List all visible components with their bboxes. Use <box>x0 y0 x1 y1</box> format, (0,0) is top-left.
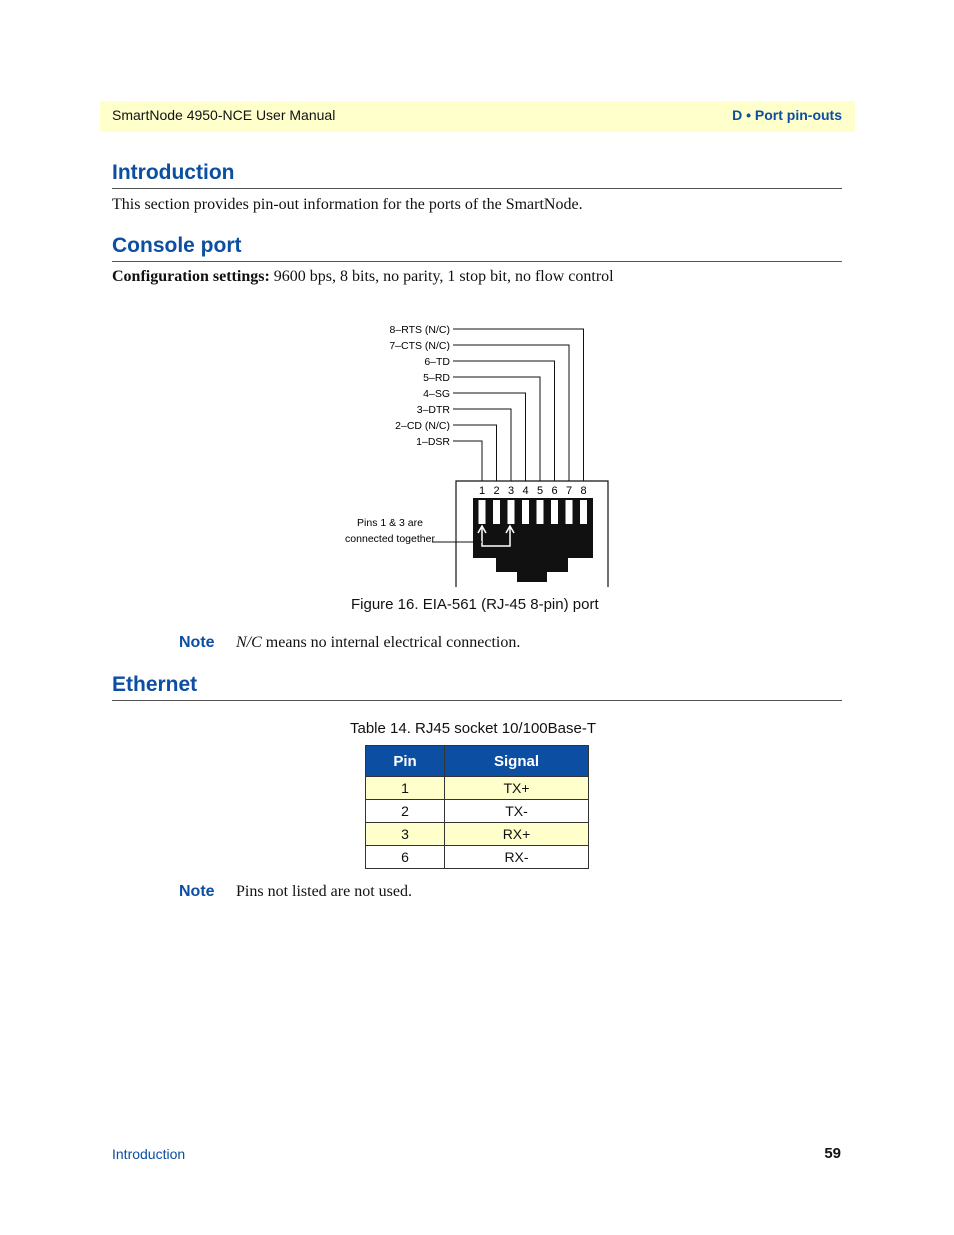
rj45-pin-diagram <box>340 318 630 590</box>
note-term: N/C <box>236 634 262 651</box>
table-caption: Table 14. RJ45 socket 10/100Base-T <box>350 720 596 737</box>
pin-number: 2 <box>493 485 500 497</box>
footer-section-name: Introduction <box>112 1146 186 1162</box>
config-settings-label: Configuration settings: <box>112 268 270 285</box>
table-row <box>366 800 589 823</box>
pin-contact <box>508 500 515 524</box>
intro-paragraph: This section provides pin-out information for the ports of the SmartNode. <box>112 196 583 213</box>
cell-signal: RX+ <box>445 823 589 846</box>
pin-contact <box>566 500 573 524</box>
pin-contact <box>479 500 486 524</box>
jack-socket <box>473 498 593 582</box>
note-text-ethernet: Pins not listed are not used. <box>236 883 412 900</box>
callout-text-line1: Pins 1 & 3 are <box>357 517 423 529</box>
column-header-signal: Signal <box>445 746 589 777</box>
pin-number: 8 <box>580 485 587 497</box>
wire-group <box>453 329 584 481</box>
pin-label-group <box>389 324 450 448</box>
rj45-signal-table <box>365 745 589 869</box>
pin-number: 6 <box>551 485 558 497</box>
pin-number-group <box>479 485 587 497</box>
pin-label: 4–SG <box>423 388 450 400</box>
page-number: 59 <box>824 1145 841 1162</box>
section-heading-console-port: Console port <box>112 234 842 262</box>
pin-label: 1–DSR <box>416 436 450 448</box>
pin-label: 8–RTS (N/C) <box>389 324 450 336</box>
pin-wire <box>453 329 584 481</box>
pin-number: 7 <box>565 485 573 497</box>
pin-number: 5 <box>536 485 544 497</box>
config-settings-paragraph <box>112 268 614 286</box>
pin-wire <box>453 393 526 481</box>
cell-signal: TX- <box>445 800 589 823</box>
pin-contact <box>522 500 529 524</box>
section-heading-ethernet: Ethernet <box>112 673 842 701</box>
note-body: means no internal electrical connection. <box>261 634 521 651</box>
callout-text-line2: connected together <box>345 533 435 545</box>
cell-signal: TX+ <box>445 777 589 800</box>
pin-contact <box>551 500 558 524</box>
pin-wire <box>453 425 497 481</box>
pin-label: 3–DTR <box>416 404 450 416</box>
cell-pin: 3 <box>366 823 445 846</box>
section-heading-introduction: Introduction <box>112 161 842 189</box>
note-label-ethernet: Note <box>179 883 215 900</box>
pin-number: 4 <box>522 485 529 497</box>
cell-signal: RX- <box>445 846 589 869</box>
pin-contact <box>580 500 587 524</box>
pin-label: 5–RD <box>423 372 450 384</box>
pin-label: 7–CTS (N/C) <box>389 340 450 352</box>
pin-contact <box>537 500 544 524</box>
cell-pin: 1 <box>366 777 445 800</box>
figure-caption: Figure 16. EIA-561 (RJ-45 8-pin) port <box>351 596 599 613</box>
table-header-row <box>366 746 589 777</box>
table-row <box>366 777 589 800</box>
note-label-console: Note <box>179 634 215 651</box>
pin-number: 1 <box>478 485 486 497</box>
pin-wire <box>453 361 555 481</box>
pin-contact <box>493 500 500 524</box>
config-settings-value: 9600 bps, 8 bits, no parity, 1 stop bit, no flow control <box>269 268 614 285</box>
pin-wire <box>453 441 482 481</box>
column-header-pin: Pin <box>366 746 445 777</box>
pin-number: 3 <box>507 485 515 497</box>
manual-title: SmartNode 4950-NCE User Manual <box>112 107 336 123</box>
cell-pin: 2 <box>366 800 445 823</box>
table-row <box>366 846 589 869</box>
table-row <box>366 823 589 846</box>
chapter-title: D • Port pin-outs <box>732 107 842 123</box>
running-header <box>100 101 855 132</box>
cell-pin: 6 <box>366 846 445 869</box>
pin-label: 6–TD <box>424 356 450 368</box>
pin-label: 2–CD (N/C) <box>395 420 450 432</box>
note-text-console <box>236 634 520 652</box>
